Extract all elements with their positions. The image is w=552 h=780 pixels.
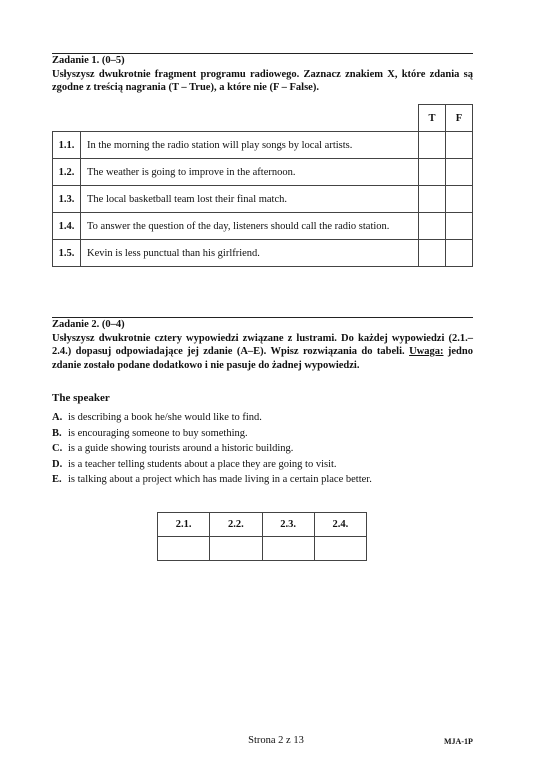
answer-cell-2-1[interactable] (158, 537, 210, 561)
task2-title: Zadanie 2. (0–4) (52, 319, 125, 330)
answer-box-t[interactable] (419, 213, 446, 240)
answer-cell-2-2[interactable] (210, 537, 262, 561)
task1-title: Zadanie 1. (0–5) (52, 55, 125, 66)
answer-box-f[interactable] (446, 159, 473, 186)
answer-header-row (158, 513, 367, 537)
statement-number: 1.2. (53, 159, 81, 186)
answer-header: 2.4. (314, 513, 366, 537)
statement-number: 1.4. (53, 213, 81, 240)
list-item (52, 457, 372, 473)
statement-number: 1.1. (53, 132, 81, 159)
page-number: Strona 2 z 13 (248, 735, 304, 746)
answer-header: 2.2. (210, 513, 262, 537)
option-text: is a teacher telling students about a place they are going to visit. (68, 458, 337, 470)
list-item (52, 426, 372, 442)
statement-number: 1.5. (53, 240, 81, 267)
option-letter: C. (52, 443, 63, 454)
option-text: is describing a book he/she would like to find. (68, 412, 262, 423)
list-item (52, 472, 372, 488)
statement-text: The weather is going to improve in the afternoon. (81, 159, 419, 186)
option-letter: E. (52, 474, 62, 485)
answer-input-row (158, 537, 367, 561)
statement-text: Kevin is less punctual than his girlfriend. (81, 240, 419, 267)
statement-number: 1.3. (53, 186, 81, 213)
task1-header (52, 53, 473, 95)
answer-box-f[interactable] (446, 186, 473, 213)
answer-box-f[interactable] (446, 240, 473, 267)
answer-box-t[interactable] (419, 240, 446, 267)
option-text: is encouraging someone to buy something. (68, 427, 248, 439)
statement-text: In the morning the radio station will play songs by local artists. (81, 132, 419, 159)
options-list (52, 410, 372, 488)
answer-cell-2-4[interactable] (314, 537, 366, 561)
task1-instruction: Usłyszysz dwukrotnie fragment programu radiowego. Zaznacz znakiem X, które zdania są zgodne z treścią nagrania (T – True), a które nie (F – False). (52, 68, 473, 93)
answer-cell-2-3[interactable] (262, 537, 314, 561)
speaker-heading: The speaker (52, 392, 110, 404)
exam-code: MJA-1P (444, 737, 473, 746)
answer-box-t[interactable] (419, 159, 446, 186)
table-row (53, 186, 473, 213)
column-t-header: T (419, 105, 446, 132)
list-item (52, 441, 372, 457)
answer-box-t[interactable] (419, 186, 446, 213)
option-text: is talking about a project which has made living in a certain place better. (68, 474, 372, 485)
answer-header: 2.3. (262, 513, 314, 537)
true-false-table (52, 104, 473, 267)
answer-header: 2.1. (158, 513, 210, 537)
option-letter: D. (52, 458, 63, 470)
true-false-header-row (53, 105, 473, 132)
column-f-header: F (446, 105, 473, 132)
answer-box-t[interactable] (419, 132, 446, 159)
table-row (53, 132, 473, 159)
list-item (52, 410, 372, 426)
task2-note-text: jedno zdanie zostało podane dodatkowo i nie pasuje do żadnej wypowiedzi. (52, 346, 473, 371)
option-letter: A. (52, 412, 63, 423)
task2-header (52, 317, 473, 372)
option-text: is a guide showing tourists around a historic building. (68, 443, 294, 454)
answer-box-f[interactable] (446, 213, 473, 240)
option-letter: B. (52, 427, 62, 439)
task2-note-label: Uwaga: (409, 346, 444, 357)
task2-instruction: Usłyszysz dwukrotnie cztery wypowiedzi związane z lustrami. Do każdej wypowiedzi (2.1.–2.4.) dopasuj odpowiadające jej zdanie (A–E). Wpisz rozwiązania do tabeli. (52, 332, 473, 357)
statement-text: The local basketball team lost their final match. (81, 186, 419, 213)
statement-text: To answer the question of the day, listeners should call the radio station. (81, 213, 419, 240)
answer-box-f[interactable] (446, 132, 473, 159)
answer-table (157, 512, 367, 561)
table-row (53, 240, 473, 267)
table-row (53, 213, 473, 240)
table-row (53, 159, 473, 186)
